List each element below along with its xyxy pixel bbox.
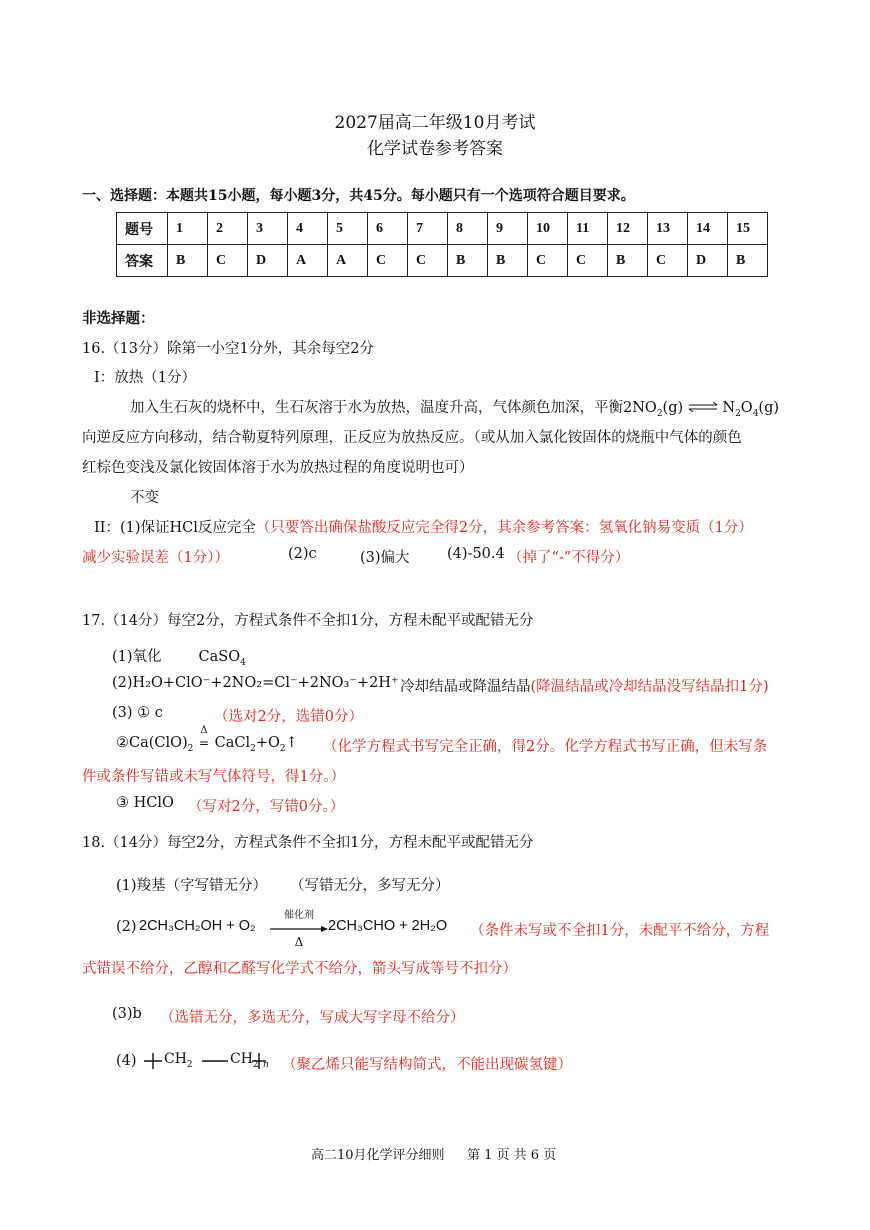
table-cell: 7	[408, 213, 448, 245]
table-cell: 11	[568, 213, 608, 245]
table-cell: 13	[648, 213, 688, 245]
q16-para2: 向逆反应方向移动，结合勒夏特列原理，正反应为放热反应。（或从加入氯化铵固体的烧瓶中气体的颜色	[82, 430, 742, 446]
q17-line5-note: （写对2分，写错0分。）	[188, 799, 345, 815]
table-cell: 12	[608, 213, 648, 245]
q17-line4-equation: $②Ca(ClO)_2$ Δ = $CaCl_2+O_2↑$	[116, 725, 298, 754]
table-cell: B	[488, 245, 528, 277]
q17-line2-answer: 冷却结晶或降温结晶(降温结晶或冷却结晶没写结晶扣1分)	[400, 679, 769, 695]
table-cell: C	[568, 245, 608, 277]
poly-n: n	[263, 1060, 269, 1070]
table-cell: 10	[528, 213, 568, 245]
page-number: 第 1 页 共 6 页	[467, 1148, 557, 1163]
footer-title: 高二10月化学评分细则	[311, 1148, 445, 1163]
table-cell: D	[688, 245, 728, 277]
q18-line4-note: （聚乙烯只能写结构简式，不能出现碳氢键）	[282, 1057, 572, 1073]
q17-line3: (3) ① c	[112, 705, 163, 721]
answer-table	[116, 212, 768, 277]
row-label-number: 题号	[117, 213, 168, 245]
row-label-answer: 答案	[117, 245, 168, 277]
reaction-arrow-icon	[270, 925, 328, 933]
table-cell: 8	[448, 213, 488, 245]
q18-eq-right: 2CH₃CHO + 2H₂O	[328, 918, 448, 934]
q17-line2-equation: (2)H₂O+ClO⁻+2NO₂=Cl⁻+2NO₃⁻+2H⁺	[112, 675, 399, 691]
q18-line2-label: (2)	[116, 919, 137, 935]
q17-line3-note: （选对2分，选错0分）	[214, 709, 363, 725]
table-cell: 2	[208, 213, 248, 245]
table-cell: 9	[488, 213, 528, 245]
q17-header: 17.（14分）每空2分，方程式条件不全扣1分，方程未配平或配错无分	[82, 613, 534, 629]
section1-heading: 一、选择题：本题共15小题，每小题3分，共45分。每小题只有一个选项符合题目要求。	[82, 188, 635, 204]
q18-line3-note: （选错无分，多选无分，写成大写字母不给分）	[160, 1010, 465, 1026]
table-cell: 3	[248, 213, 288, 245]
q16-answer-3: (3)偏大	[360, 550, 410, 566]
q18-line3: (3)b	[112, 1006, 142, 1022]
q18-line1-note: （写错无分，多写无分）	[290, 878, 450, 894]
q16-para1: 加入生石灰的烧杯中，生石灰溶于水为放热，温度升高，气体颜色加深，平衡$2NO_2(g)$ $N_2O_4(g)$	[130, 400, 780, 419]
q18-line2-note2: 式错误不给分，乙醇和乙醛写化学式不给分，箭头写成等号不扣分）	[82, 961, 517, 977]
table-cell: B	[448, 245, 488, 277]
q16-unchanged: 不变	[130, 490, 159, 506]
q18-line1: (1)羧基（字写错无分）	[116, 878, 268, 894]
q16-part2-note: 减少实验误差（1分））	[82, 550, 229, 566]
table-cell: B	[608, 245, 648, 277]
q17-line1: (1)氧化 CaSO$_4$	[112, 649, 246, 668]
table-cell: 6	[368, 213, 408, 245]
poly-unit-a: $CH_2$	[164, 1051, 193, 1070]
q18-eq-left: 2CH₃CH₂OH + O₂	[139, 918, 256, 934]
q16-header: 16.（13分）除第一小空1分外，其余每空2分	[82, 341, 374, 357]
table-cell: 14	[688, 213, 728, 245]
table-cell: A	[288, 245, 328, 277]
table-row-answers	[117, 245, 768, 277]
heat-delta-icon: Δ	[200, 725, 208, 736]
exam-title: 2027届高二年级10月考试	[334, 113, 536, 133]
q18-line2-note: （条件未写或不全扣1分，未配平不给分，方程	[470, 923, 770, 939]
table-cell: D	[248, 245, 288, 277]
q16-answer-4: (4)-50.4	[447, 546, 505, 562]
q17-line5: ③ HClO	[116, 795, 174, 811]
q16-part1-label: I：放热（1分）	[94, 370, 196, 386]
section2-heading: 非选择题：	[82, 310, 155, 327]
equilibrium-arrow-icon	[688, 400, 718, 416]
q16-part2-line: II：(1)保证HCl反应完全（只要答出确保盐酸反应完全得2分，其余参考答案：氢氧化钠易变质（1分）	[94, 520, 753, 536]
table-cell: 5	[328, 213, 368, 245]
exam-subtitle: 化学试卷参考答案	[367, 139, 503, 159]
table-row-numbers	[117, 213, 768, 245]
table-cell: 1	[168, 213, 208, 245]
table-cell: B	[728, 245, 768, 277]
table-cell: C	[368, 245, 408, 277]
table-cell: C	[408, 245, 448, 277]
heat-delta-icon: Δ	[294, 935, 304, 949]
q16-para3: 红棕色变浅及氯化铵固体溶于水为放热过程的角度说明也可）	[82, 460, 474, 476]
q16-answer-4-note: （掉了“-”不得分）	[508, 550, 630, 566]
table-cell: 15	[728, 213, 768, 245]
q18-line4-label: (4)	[116, 1053, 137, 1069]
q17-line4-note: （化学方程式书写完全正确，得2分。化学方程式书写正确，但未写条	[323, 739, 768, 755]
table-cell: 4	[288, 213, 328, 245]
catalyst-label: 催化剂	[284, 910, 314, 921]
q18-header: 18.（14分）每空2分，方程式条件不全扣1分，方程未配平或配错无分	[82, 835, 534, 851]
table-cell: C	[208, 245, 248, 277]
q17-line4-note2: 件或条件写错或未写气体符号，得1分。）	[82, 769, 345, 785]
table-cell: B	[168, 245, 208, 277]
q18-eq-arrow	[270, 906, 328, 949]
table-cell: C	[648, 245, 688, 277]
poly-unit-b: $CH_2$	[230, 1051, 259, 1070]
table-cell: A	[328, 245, 368, 277]
table-cell: C	[528, 245, 568, 277]
q16-answer-2: (2)c	[288, 546, 317, 562]
